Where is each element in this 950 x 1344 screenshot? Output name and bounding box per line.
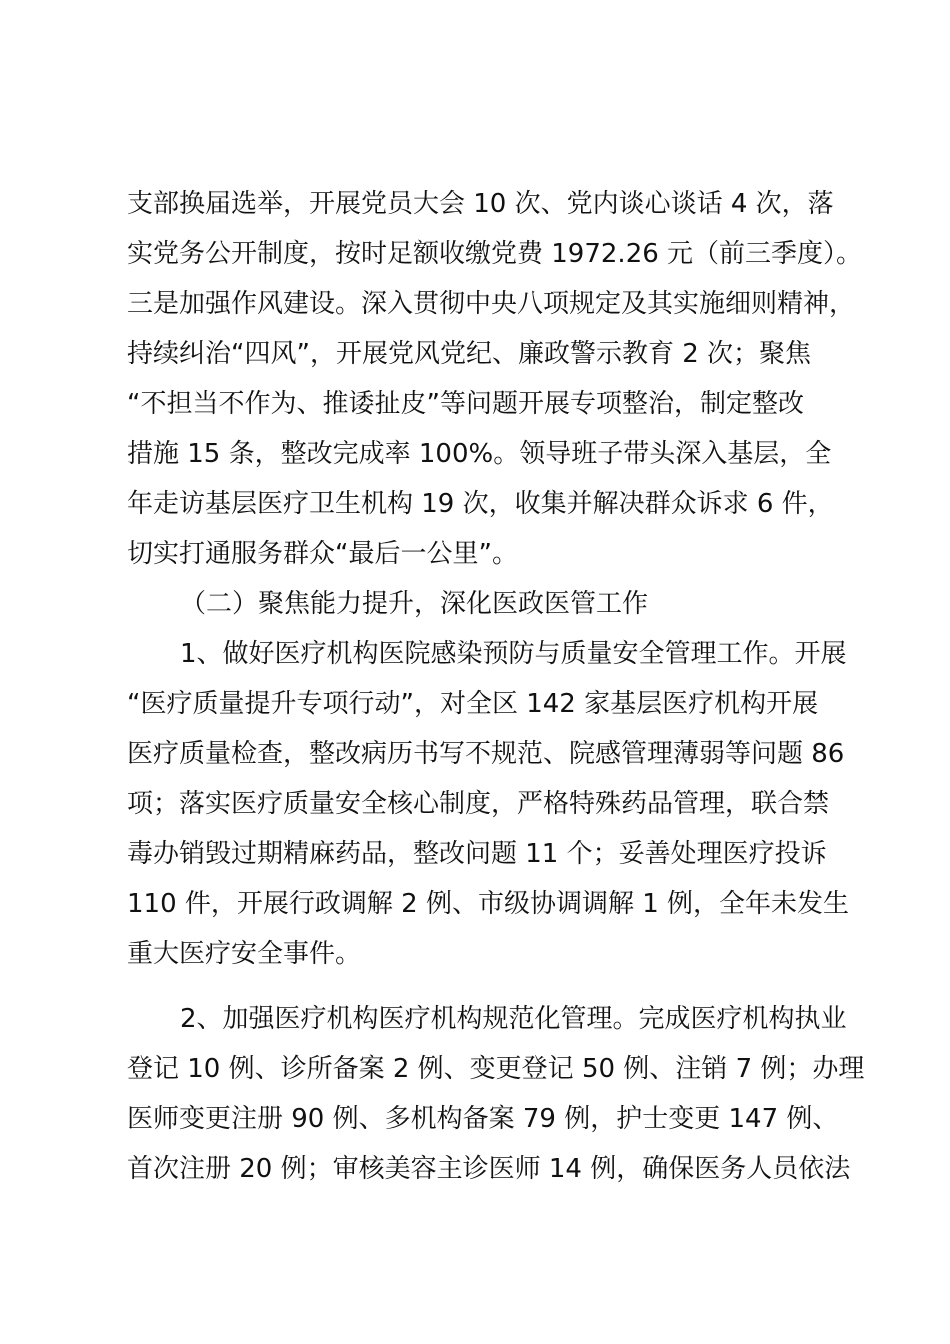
text-line: 毒办销毁过期精麻药品，整改问题 11 个；妥善处理医疗投诉 [127,839,827,869]
text-line: 110 件，开展行政调解 2 例、市级协调调解 1 例，全年未发生 [127,889,850,919]
text-line: 持续纠治“四风”，开展党风党纪、廉政警示教育 2 次；聚焦 [127,339,812,369]
text-line: 医师变更注册 90 例、多机构备案 79 例，护士变更 147 例、 [127,1104,839,1134]
text-line: 切实打通服务群众“最后一公里”。 [127,539,518,569]
text-line: 年走访基层医疗卫生机构 19 次，收集并解决群众诉求 6 件， [127,489,834,519]
text-line: 1、做好医疗机构医院感染预防与质量安全管理工作。开展 [180,639,847,669]
text-line: 措施 15 条，整改完成率 100%。领导班子带头深入基层，全 [127,439,832,469]
text-line: 登记 10 例、诊所备案 2 例、变更登记 50 例、注销 7 例；办理 [127,1054,865,1084]
text-line: 2、加强医疗机构医疗机构规范化管理。完成医疗机构执业 [180,1004,847,1034]
text-line: 医疗质量检查，整改病历书写不规范、院感管理薄弱等问题 86 [127,739,845,769]
text-line: “不担当不作为、推诿扯皮”等问题开展专项整治，制定整改 [127,389,804,419]
text-line: 实党务公开制度，按时足额收缴党费 1972.26 元（前三季度）。 [127,239,863,269]
text-line: 首次注册 20 例；审核美容主诊医师 14 例，确保医务人员依法 [127,1154,851,1184]
text-line: 支部换届选举，开展党员大会 10 次、党内谈心谈话 4 次，落 [127,189,834,219]
text-line: 三是加强作风建设。深入贯彻中央八项规定及其实施细则精神， [127,289,856,319]
text-line: 项；落实医疗质量安全核心制度，严格特殊药品管理，联合禁 [127,789,830,819]
text-line: “医疗质量提升专项行动”，对全区 142 家基层医疗机构开展 [127,689,819,719]
section-heading: （二）聚焦能力提升，深化医政医管工作 [180,589,649,619]
text-line: 重大医疗安全事件。 [127,939,362,969]
